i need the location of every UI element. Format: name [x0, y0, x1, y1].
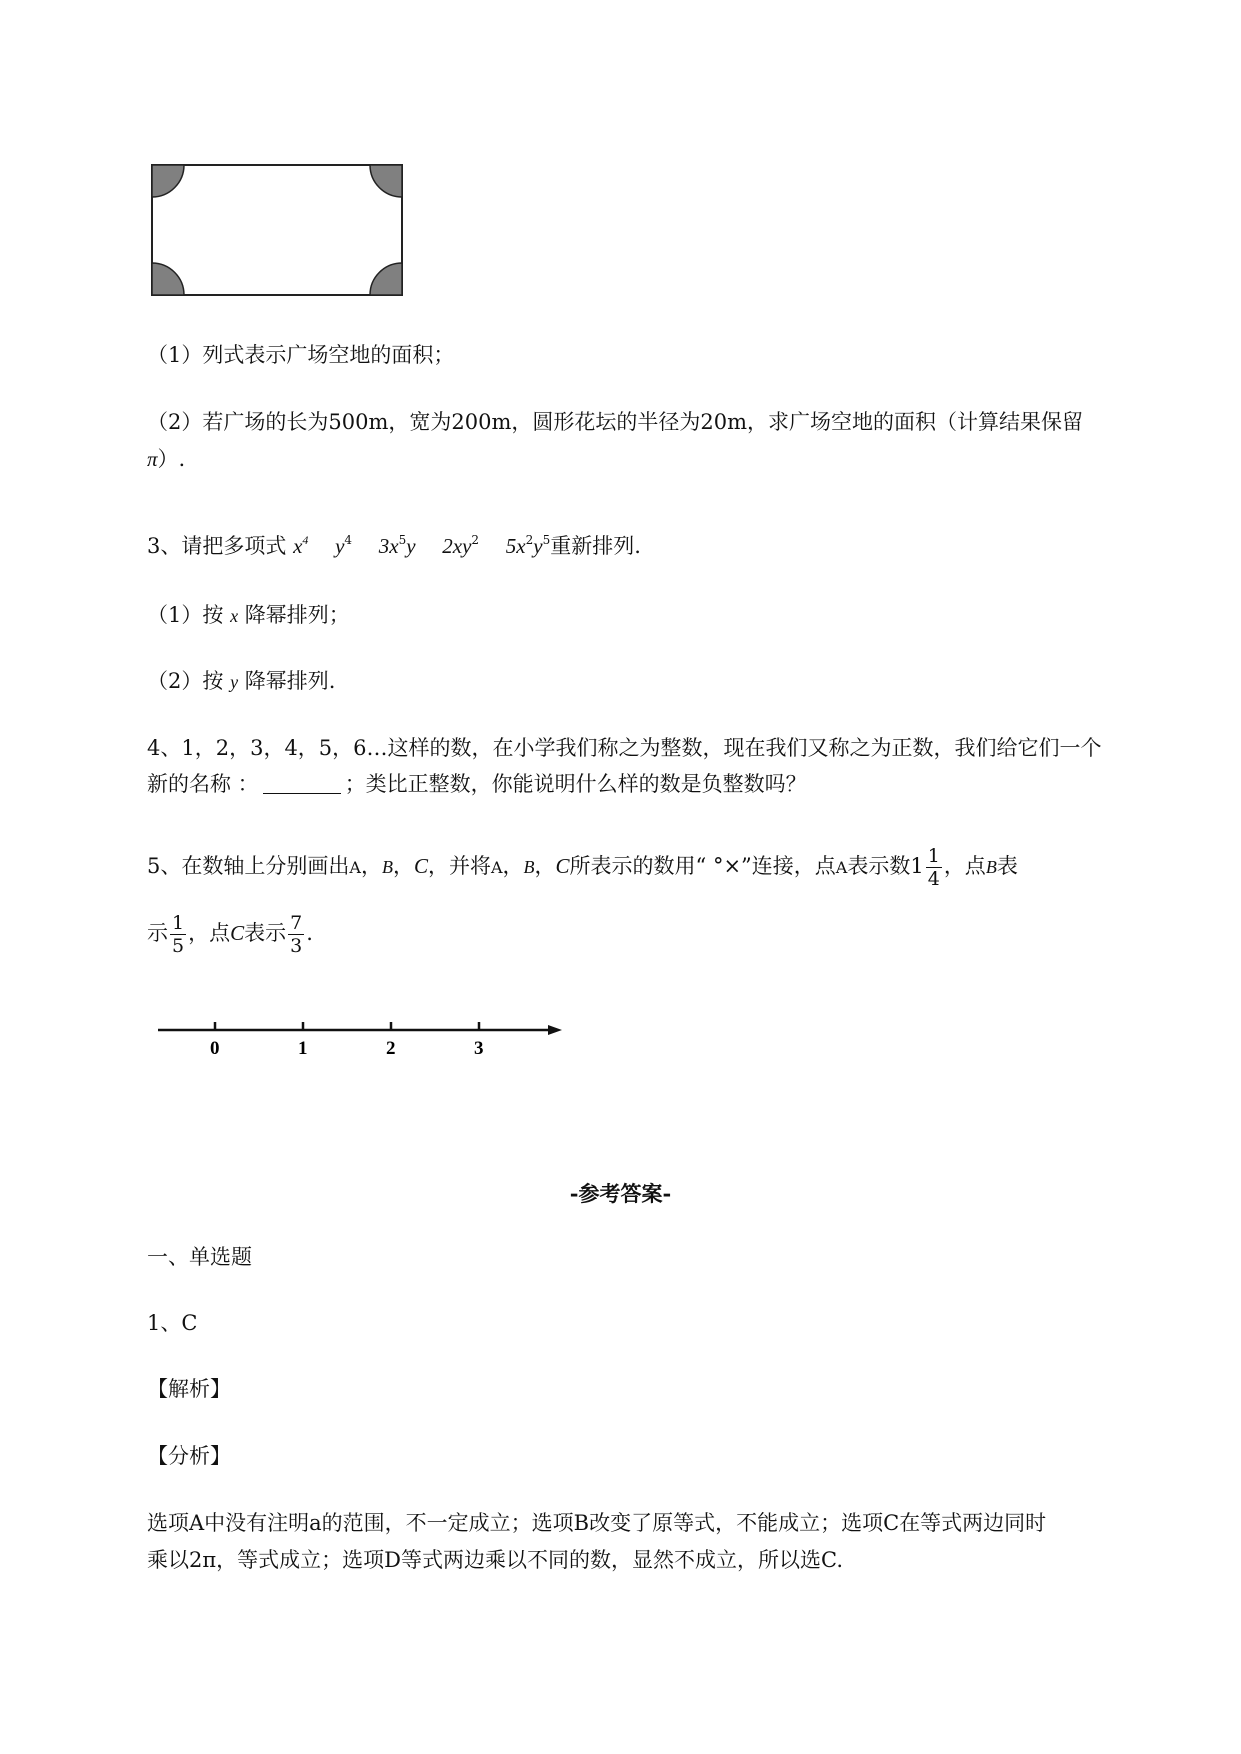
answer-blank[interactable]	[263, 773, 341, 794]
q2-sub1: （1）列式表示广场空地的面积；	[147, 343, 455, 367]
q4-line1: 4、1，2，3，4，5，6…这样的数，在小学我们称之为整数，现在我们又称之为正数，我们给它们一个	[147, 736, 1102, 760]
q3-polynomial: 3、请把多项式 $x^4$ $y^4$ $3x^5y$ $2xy^2$ $5x^2y^5$重新排列.	[147, 533, 641, 558]
square-plaza-figure	[150, 163, 410, 299]
fenxi-heading: 【分析】	[147, 1444, 231, 1468]
fraction-seven-thirds: $\frac{7}{3}$	[290, 912, 303, 957]
answer-1: 1、C	[147, 1311, 198, 1335]
tick-label-1: 1	[298, 1038, 308, 1059]
tick-label-2: 2	[386, 1038, 396, 1059]
fraction-one-fifth: $\frac{1}{5}$	[172, 912, 185, 957]
q5-line1: 5、在数轴上分别画出A，B，C，并将A，B，C所表示的数用“ °×”连接，点A表示数1 $\frac{1}{4}$ ，点B表	[147, 845, 1018, 890]
analysis-heading: 【解析】	[147, 1377, 231, 1401]
answer-section-title: -参考答案-	[569, 1181, 672, 1206]
q3-sub1: （1）按 x 降幂排列；	[147, 603, 350, 627]
arrow-head-icon	[548, 1025, 562, 1035]
tick-label-0: 0	[210, 1038, 220, 1059]
fraction-one-quarter: $\frac{1}{4}$	[927, 845, 940, 890]
section-heading-single-choice: 一、单选题	[147, 1245, 252, 1269]
number-line	[150, 1010, 570, 1070]
q2-sub2-line1: （2）若广场的长为500m，宽为200m，圆形花坛的半径为20m，求广场空地的面积（计算结果保留	[147, 410, 1083, 434]
q5-line2: 示 $\frac{1}{5}$ ，点C表示 $\frac{7}{3}$ .	[147, 912, 313, 957]
q3-sub2: （2）按 y 降幂排列.	[147, 669, 336, 693]
explanation-line2: 乘以2π，等式成立；选项D等式两边乘以不同的数，显然不成立，所以选C.	[147, 1548, 843, 1572]
pi-symbol: π	[147, 447, 158, 471]
q4-line2: 新的名称 ： ；类比正整数，你能说明什么样的数是负整数吗？	[147, 772, 807, 796]
tick-label-3: 3	[474, 1038, 484, 1059]
explanation-line1: 选项A中没有注明a的范围，不一定成立；选项B改变了原等式，不能成立；选项C在等式两边同时	[147, 1511, 1047, 1535]
q2-sub2-line2: π）.	[147, 447, 186, 471]
